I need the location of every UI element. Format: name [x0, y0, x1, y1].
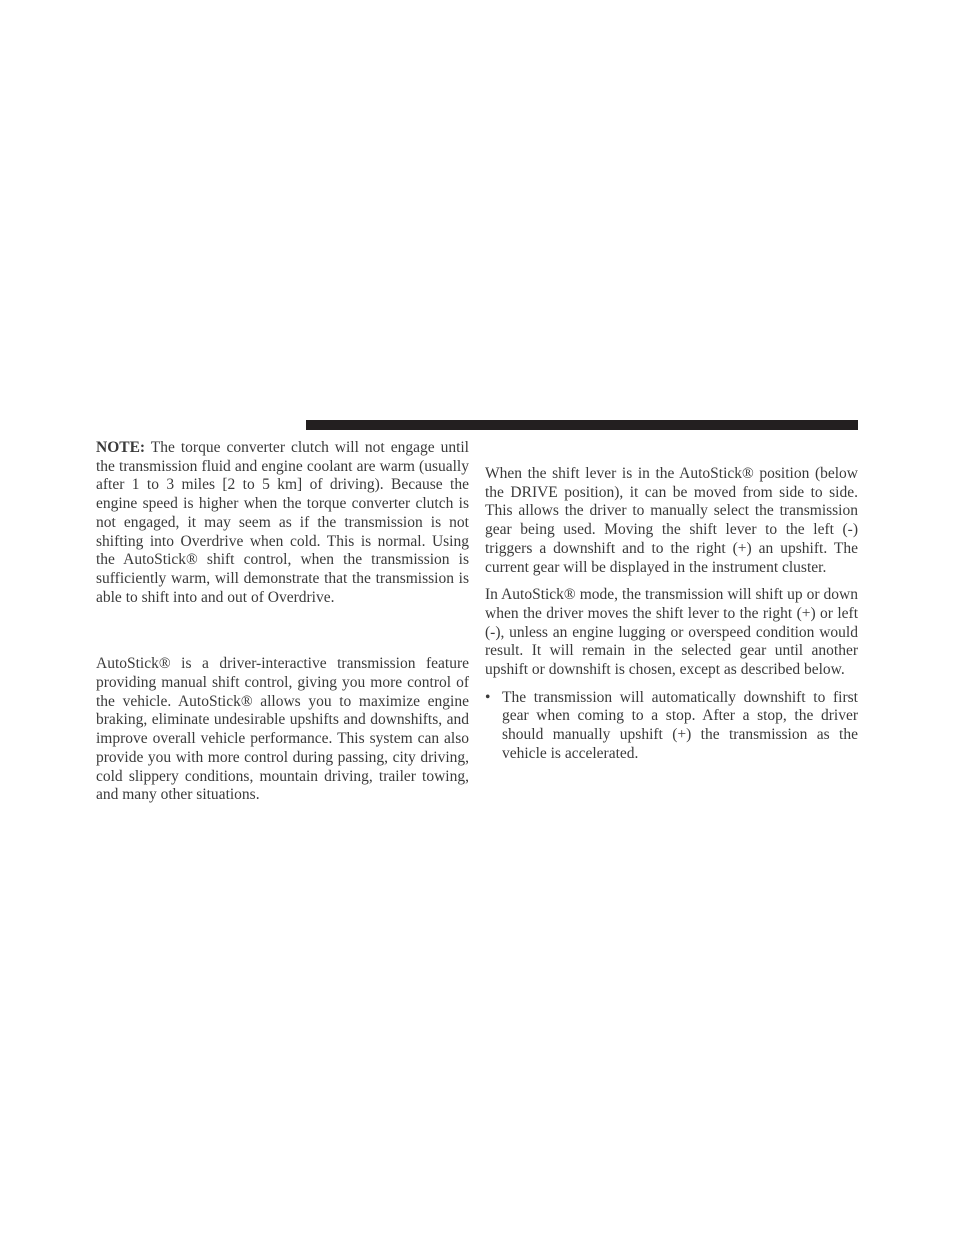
autostick-intro-paragraph: AutoStick® is a driver-interactive transmission feature providing manual shift control, giving you more control of the vehicle. AutoStick® allows you to maximize engine braking, eliminate undesirable upshifts and downshifts, and improve overall vehicle performance. This system can also provide you with more control during passing, city driving, cold slippery conditions, mountain driving, trailer towing, and many other situations.: [96, 655, 469, 804]
shift-lever-paragraph: When the shift lever is in the AutoStick® position (below the DRIVE position), it can be moved from side to side. This allows the driver to manually select the transmission gear being used. Moving the shift lever to the left (-) triggers a downshift and to the right (+) an upshift. The current gear will be displayed in the instrument cluster.: [485, 465, 858, 576]
note-text: The torque converter clutch will not engage until the transmission fluid and engine coolant are warm (usually after 1 to 3 miles [2 to 5 km] of driving). Because the engine speed is higher when the torque converter clutch is not engaged, it may seem as if the transmission is not shifting into Overdrive when cold. This is normal. Using the AutoStick® shift control, when the transmission is sufficiently warm, will demonstrate that the transmission is able to shift into and out of Overdrive.: [96, 439, 469, 606]
bullet-text: The transmission will automatically downshift to first gear when coming to a stop. After a stop, the driver should manually upshift (+) the transmission as the vehicle is accelerated.: [502, 688, 858, 762]
header-rule-bar: [306, 420, 858, 430]
bullet-list: [485, 689, 858, 764]
note-label: NOTE:: [96, 439, 146, 456]
right-column: [485, 465, 858, 764]
bullet-item: [485, 689, 858, 764]
note-paragraph: [96, 439, 469, 607]
autostick-mode-paragraph: In AutoStick® mode, the transmission will shift up or down when the driver moves the shift lever to the right (+) or left (-), unless an engine lugging or overspeed condition would result. It will remain in the selected gear until another upshift or downshift is chosen, except as described below.: [485, 586, 858, 679]
bullet-marker: •: [485, 688, 491, 706]
left-column: [96, 439, 469, 805]
